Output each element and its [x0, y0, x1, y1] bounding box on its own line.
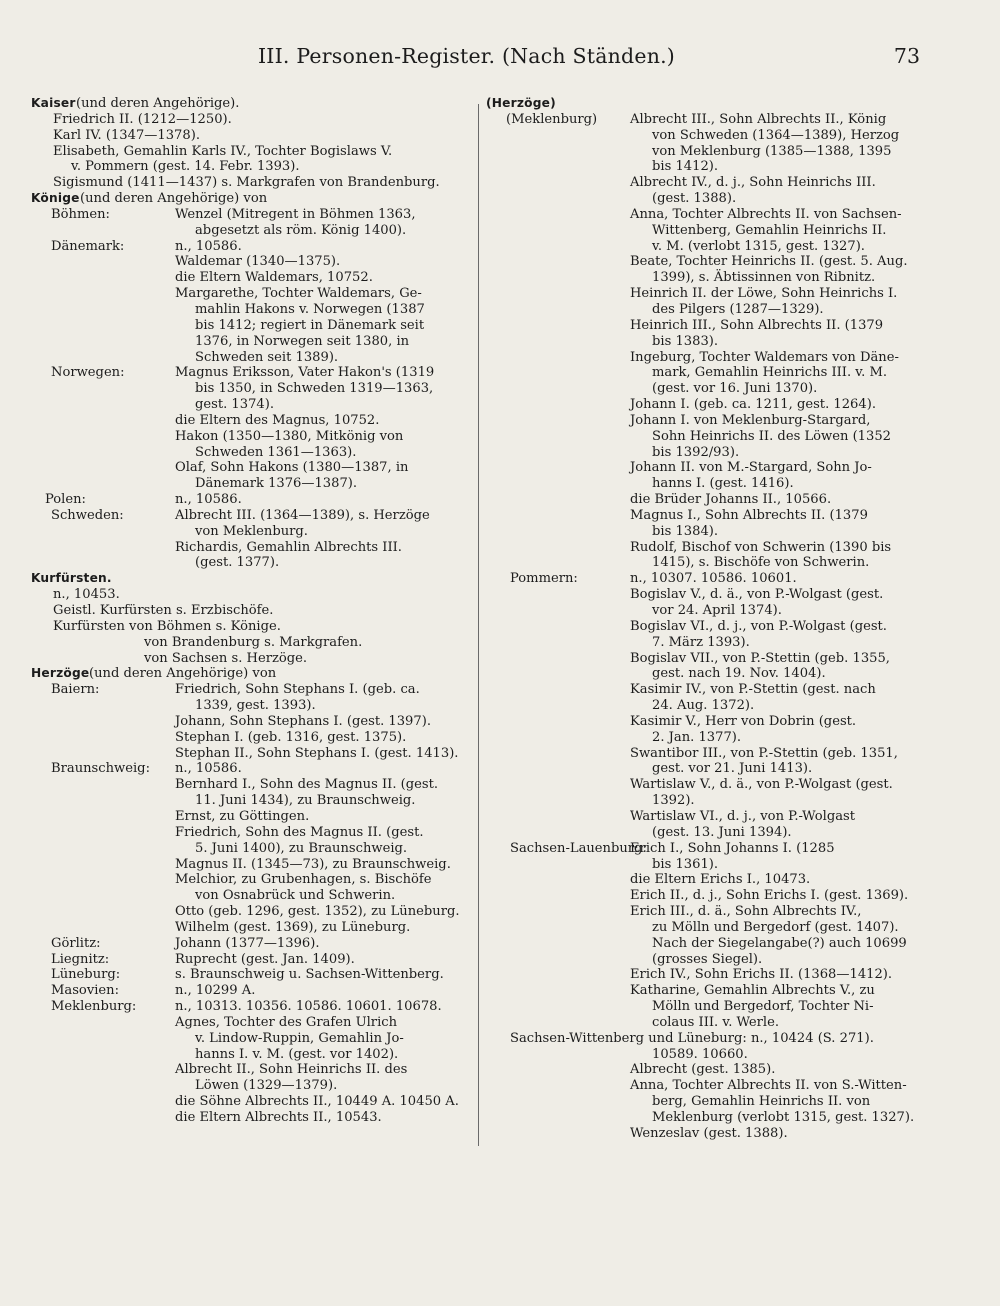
index-entry [31, 651, 471, 667]
index-entry [31, 397, 471, 413]
index-entry [31, 1015, 471, 1031]
index-entry [31, 571, 471, 587]
index-entry [31, 223, 471, 239]
entry-continuation: 2. Jan. 1377). [652, 729, 742, 745]
index-entry [486, 144, 936, 160]
index-entry [486, 524, 936, 540]
index-entry [31, 286, 471, 302]
index-entry [486, 682, 936, 698]
entry-text: Albrecht III. (1364—1389), s. Herzöge [175, 507, 430, 523]
entry-text: Waldemar (1340—1375). [175, 254, 341, 270]
index-entry [31, 381, 471, 397]
entry-continuation: (gest. 1377). [195, 555, 280, 571]
index-entry [486, 714, 936, 730]
index-entry [486, 809, 936, 825]
entry-text: Richardis, Gemahlin Albrechts III. [175, 539, 402, 555]
index-entry [31, 952, 471, 968]
index-entry [31, 682, 471, 698]
entry-continuation: bis 1361). [652, 856, 719, 872]
entry-continuation: von Meklenburg. [195, 523, 308, 539]
index-entry [31, 318, 471, 334]
index-entry [31, 967, 471, 983]
index-entry [31, 1031, 471, 1047]
index-entry [486, 730, 936, 746]
entry-text: Johann I. (geb. ca. 1211, gest. 1264). [630, 397, 876, 413]
index-entry [486, 175, 936, 191]
entry-text: die Eltern Erichs I., 10473. [630, 872, 811, 888]
entry-continuation: von Schweden (1364—1389), Herzog [652, 127, 900, 143]
entry-text: Bogislav VII., von P.-Stettin (geb. 1355, [630, 650, 890, 666]
index-entry [486, 112, 936, 128]
index-entry [31, 761, 471, 777]
entry-text: n., 10299 A. [175, 983, 256, 999]
index-entry [31, 254, 471, 270]
region-label: Polen: [45, 492, 86, 508]
entry-text: Friedrich, Sohn des Magnus II. (gest. [175, 824, 424, 840]
index-entry [31, 714, 471, 730]
index-entry [31, 746, 471, 762]
entry-continuation: 7. März 1393). [652, 634, 750, 650]
entry-text: Swantibor III., von P.-Stettin (geb. 1351, [630, 745, 898, 761]
index-entry [486, 571, 936, 587]
index-entry [31, 730, 471, 746]
index-entry [31, 270, 471, 286]
entry-text: Johann I. von Meklenburg-Stargard, [630, 412, 871, 428]
entry-text: Wenzel (Mitregent in Böhmen 1363, [175, 206, 416, 222]
entry-continuation: Löwen (1329—1379). [195, 1078, 338, 1094]
index-entry [486, 445, 936, 461]
region-label: Meklenburg: [51, 999, 137, 1015]
index-entry [31, 445, 471, 461]
index-entry [486, 318, 936, 334]
index-entry [31, 350, 471, 366]
column-divider [478, 104, 479, 1146]
index-entry [486, 270, 936, 286]
entry-continuation: (grosses Siegel). [652, 951, 763, 967]
entry-text: Melchior, zu Grubenhagen, s. Bischöfe [175, 872, 432, 888]
entry-continuation: abgesetzt als röm. König 1400). [195, 222, 407, 238]
entry-text: Sigismund (1411—1437) s. Markgrafen von Brandenburg. [53, 175, 440, 191]
entry-text: n., 10586. [175, 761, 242, 777]
entry-text: n., 10453. [53, 587, 120, 603]
index-entry [31, 809, 471, 825]
index-entry [486, 429, 936, 445]
index-entry [31, 302, 471, 318]
index-entry [31, 698, 471, 714]
index-entry [31, 793, 471, 809]
entry-text: Friedrich, Sohn Stephans I. (geb. ca. [175, 682, 420, 698]
entry-text: Wartislaw V., d. ä., von P.-Wolgast (gest. [630, 777, 893, 793]
index-entry [486, 872, 936, 888]
page-number: 73 [893, 44, 920, 68]
index-entry [486, 619, 936, 635]
index-entry [31, 492, 471, 508]
entry-continuation: von Osnabrück und Schwerin. [195, 888, 396, 904]
entry-continuation: 1376, in Norwegen seit 1380, in [195, 333, 410, 349]
index-entry [31, 872, 471, 888]
entry-text: s. Braunschweig u. Sachsen-Wittenberg. [175, 967, 444, 983]
index-entry [31, 635, 471, 651]
index-entry [31, 365, 471, 381]
entry-text: Geistl. Kurfürsten s. Erzbischöfe. [53, 603, 274, 618]
index-entry [486, 651, 936, 667]
index-entry [486, 96, 936, 112]
index-entry [31, 841, 471, 857]
entry-text: Johann, Sohn Stephans I. (gest. 1397). [175, 713, 431, 729]
index-entry [486, 397, 936, 413]
right-column [486, 96, 936, 1142]
index-entry [486, 857, 936, 873]
index-entry [486, 746, 936, 762]
entry-text: Stephan II., Sohn Stephans I. (gest. 1413). [175, 745, 459, 761]
entry-text: von Brandenburg s. Markgrafen. [144, 634, 363, 650]
entry-text: Rudolf, Bischof von Schwerin (1390 bis [630, 539, 892, 555]
entry-continuation: (gest. 13. Juni 1394). [652, 824, 792, 840]
entry-continuation: 1392). [652, 793, 695, 809]
left-column [31, 96, 471, 1126]
index-entry [486, 191, 936, 207]
index-entry [486, 365, 936, 381]
entry-continuation: bis 1384). [652, 523, 719, 539]
index-entry [486, 777, 936, 793]
entry-text: Otto (geb. 1296, gest. 1352), zu Lüneburg. [175, 904, 460, 920]
entry-text: Anna, Tochter Albrechts II. von S.-Witten- [630, 1078, 907, 1094]
index-entry [486, 1062, 936, 1078]
entry-continuation: v. M. (verlobt 1315, gest. 1327). [652, 238, 865, 254]
index-entry [31, 1078, 471, 1094]
entry-text: Ingeburg, Tochter Waldemars von Däne- [630, 349, 899, 365]
heading-note: (und deren Angehörige). [76, 96, 240, 111]
entry-text: n., 10586. [175, 492, 242, 508]
entry-text: Elisabeth, Gemahlin Karls IV., Tochter Bogislaws V. [53, 143, 393, 159]
entry-text: Albrecht II., Sohn Heinrichs II. des [175, 1062, 408, 1078]
index-entry [31, 96, 471, 112]
page-header [0, 44, 1000, 78]
entry-text: Johann (1377—1396). [175, 935, 320, 951]
index-entry [486, 334, 936, 350]
entry-text: Heinrich II. der Löwe, Sohn Heinrichs I. [630, 286, 898, 302]
entry-text: Anna, Tochter Albrechts II. von Sachsen- [630, 206, 902, 222]
entry-text: Bogislav V., d. ä., von P.-Wolgast (gest. [630, 587, 884, 603]
entry-continuation: Wittenberg, Gemahlin Heinrichs II. [652, 222, 887, 238]
entry-text: Albrecht III., Sohn Albrechts II., König [630, 111, 887, 127]
entry-text: Ernst, zu Göttingen. [175, 808, 310, 824]
entry-text: Stephan I. (geb. 1316, gest. 1375). [175, 729, 407, 745]
region-label: Masovien: [51, 983, 119, 999]
entry-continuation: bis 1412). [652, 159, 719, 175]
heading-note: (und deren Angehörige) von [80, 191, 268, 207]
region-label: Braunschweig: [51, 761, 150, 777]
index-entry [31, 239, 471, 255]
entry-text: Bogislav VI., d. j., von P.-Wolgast (gest. [630, 618, 887, 634]
entry-text: n., 10307. 10586. 10601. [630, 571, 797, 587]
index-entry [31, 1110, 471, 1126]
index-entry [486, 254, 936, 270]
index-entry [486, 302, 936, 318]
entry-continuation: 11. Juni 1434), zu Braunschweig. [195, 793, 416, 809]
index-entry [486, 888, 936, 904]
region-label: Norwegen: [51, 365, 125, 381]
index-entry [486, 936, 936, 952]
index-entry [486, 460, 936, 476]
section-heading: Herzöge [31, 666, 90, 681]
index-entry [486, 920, 936, 936]
entry-continuation: bis 1383). [652, 333, 719, 349]
index-entry [486, 983, 936, 999]
region-label: Lüneburg: [51, 967, 121, 983]
index-entry [31, 112, 471, 128]
region-label: Liegnitz: [51, 951, 110, 967]
index-entry [486, 1110, 936, 1126]
index-entry [31, 904, 471, 920]
entry-continuation: zu Mölln und Bergedorf (gest. 1407). [652, 919, 899, 935]
index-entry [31, 508, 471, 524]
entry-continuation: 1339, gest. 1393). [195, 698, 316, 714]
index-entry [31, 413, 471, 429]
entry-text: Erich II., d. j., Sohn Erichs I. (gest. 1369). [630, 888, 909, 904]
entry-text: die Eltern Waldemars, 10752. [175, 270, 373, 286]
index-entry [486, 492, 936, 508]
entry-text: Friedrich II. (1212—1250). [53, 111, 232, 127]
index-entry [31, 999, 471, 1015]
entry-continuation: 1415), s. Bischöfe von Schwerin. [652, 555, 870, 571]
entry-text: Albrecht (gest. 1385). [630, 1062, 776, 1078]
index-entry [486, 761, 936, 777]
entry-text: Kasimir IV., von P.-Stettin (gest. nach [630, 682, 876, 698]
entry-continuation: Meklenburg (verlobt 1315, gest. 1327). [652, 1110, 915, 1125]
entry-continuation: hanns I. v. M. (gest. vor 1402). [195, 1046, 399, 1062]
entry-text: von Sachsen s. Herzöge. [144, 650, 308, 666]
entry-continuation: Dänemark 1376—1387). [195, 476, 358, 492]
entry-continuation: bis 1412; regiert in Dänemark seit [195, 317, 425, 333]
entry-text: Erich I., Sohn Johanns I. (1285 [630, 840, 835, 856]
region-label: Schweden: [51, 507, 124, 523]
entry-continuation: gest. vor 21. Juni 1413). [652, 761, 813, 777]
index-entry [31, 334, 471, 350]
entry-continuation: gest. 1374). [195, 397, 275, 413]
index-entry [486, 825, 936, 841]
entry-text: die Söhne Albrechts II., 10449 A. 10450 A. [175, 1094, 459, 1110]
index-entry [486, 793, 936, 809]
entry-continuation: Nach der Siegelangabe(?) auch 10699 [652, 935, 907, 951]
region-label: Dänemark: [51, 238, 125, 254]
entry-text: Karl IV. (1347—1378). [53, 127, 200, 143]
index-entry [31, 540, 471, 556]
entry-continuation: Schweden seit 1389). [195, 349, 339, 365]
entry-text: Wartislaw VI., d. j., von P.-Wolgast [630, 808, 855, 824]
index-entry [486, 381, 936, 397]
entry-text: Hakon (1350—1380, Mitkönig von [175, 428, 404, 444]
entry-text: die Eltern des Magnus, 10752. [175, 412, 380, 428]
entry-text: n., 10586. [175, 238, 242, 254]
index-entry [486, 841, 936, 857]
entry-text: Sachsen-Wittenberg und Lüneburg: n., 10424 (S. 271). [510, 1030, 874, 1046]
entry-continuation: v. Lindow-Ruppin, Gemahlin Jo- [195, 1030, 404, 1046]
index-entry [486, 350, 936, 366]
index-entry [486, 635, 936, 651]
entry-text: Ruprecht (gest. Jan. 1409). [175, 951, 355, 967]
index-entry [486, 1031, 936, 1047]
region-label: Görlitz: [51, 935, 101, 951]
index-entry [31, 983, 471, 999]
entry-text: Kasimir V., Herr von Dobrin (gest. [630, 713, 857, 729]
index-entry [31, 555, 471, 571]
index-entry [486, 476, 936, 492]
entry-text: Bernhard I., Sohn des Magnus II. (gest. [175, 777, 439, 793]
entry-continuation: hanns I. (gest. 1416). [652, 476, 794, 492]
region-label: Sachsen-Lauenburg: [510, 840, 647, 856]
section-heading: (Herzöge) [486, 96, 556, 110]
entry-continuation: berg, Gemahlin Heinrichs II. von [652, 1094, 871, 1110]
section-heading: Kurfürsten. [31, 571, 112, 586]
index-entry [486, 413, 936, 429]
entry-continuation: Mölln und Bergedorf, Tochter Ni- [652, 999, 874, 1015]
index-entry [486, 1078, 936, 1094]
index-entry [486, 999, 936, 1015]
index-entry [31, 587, 471, 603]
index-entry [486, 540, 936, 556]
entry-continuation: 5. Juni 1400), zu Braunschweig. [195, 840, 408, 856]
index-entry [486, 207, 936, 223]
index-entry [31, 666, 471, 682]
entry-continuation: gest. nach 19. Nov. 1404). [652, 666, 826, 682]
entry-continuation: 1399), s. Äbtissinnen von Ribnitz. [652, 270, 876, 286]
entry-text: die Eltern Albrechts II., 10543. [175, 1110, 382, 1125]
index-entry [31, 175, 471, 191]
index-entry [31, 524, 471, 540]
index-entry [486, 286, 936, 302]
index-entry [31, 603, 471, 619]
index-entry [31, 857, 471, 873]
entry-text: Erich III., d. ä., Sohn Albrechts IV., [630, 904, 862, 920]
entry-continuation: (gest. vor 16. Juni 1370). [652, 381, 818, 397]
section-heading: Kaiser [31, 96, 76, 110]
entry-continuation: bis 1350, in Schweden 1319—1363, [195, 381, 434, 397]
section-heading: Könige [31, 191, 80, 206]
entry-text: Johann II. von M.-Stargard, Sohn Jo- [630, 460, 872, 476]
index-entry [31, 159, 471, 175]
index-entry [486, 1094, 936, 1110]
index-entry [31, 207, 471, 223]
entry-text: Olaf, Sohn Hakons (1380—1387, in [175, 460, 409, 476]
index-entry [31, 1094, 471, 1110]
index-entry [486, 952, 936, 968]
entry-continuation: (gest. 1388). [652, 191, 737, 207]
entry-continuation: von Meklenburg (1385—1388, 1395 [652, 143, 892, 159]
index-entry [31, 888, 471, 904]
index-entry [486, 128, 936, 144]
region-label: Böhmen: [51, 206, 110, 222]
index-entry [31, 920, 471, 936]
index-entry [486, 1015, 936, 1031]
entry-text: Magnus I., Sohn Albrechts II. (1379 [630, 507, 868, 523]
heading-note: (und deren Angehörige) von [89, 666, 277, 682]
index-entry [486, 555, 936, 571]
index-entry [31, 460, 471, 476]
entry-continuation: Sohn Heinrichs II. des Löwen (1352 [652, 428, 892, 444]
index-entry [486, 223, 936, 239]
index-entry [31, 476, 471, 492]
index-entry [486, 603, 936, 619]
index-entry [486, 1126, 936, 1142]
index-entry [486, 666, 936, 682]
region-label: (Meklenburg) [506, 111, 598, 127]
entry-text: Katharine, Gemahlin Albrechts V., zu [630, 983, 875, 999]
entry-text: Wenzeslav (gest. 1388). [630, 1125, 788, 1141]
index-entry [486, 1047, 936, 1063]
index-entry [31, 429, 471, 445]
entry-text: Albrecht IV., d. j., Sohn Heinrichs III. [630, 175, 876, 191]
entry-continuation: Schweden 1361—1363). [195, 444, 357, 460]
entry-continuation: 24. Aug. 1372). [652, 698, 755, 714]
entry-text: Magnus Eriksson, Vater Hakon's (1319 [175, 365, 435, 381]
entry-text: Magnus II. (1345—73), zu Braunschweig. [175, 856, 451, 872]
index-entry [31, 619, 471, 635]
entry-continuation: bis 1392/93). [652, 444, 740, 460]
entry-continuation: vor 24. April 1374). [652, 603, 782, 618]
entry-text: Wilhelm (gest. 1369), zu Lüneburg. [175, 919, 411, 935]
entry-text: Margarethe, Tochter Waldemars, Ge- [175, 286, 422, 302]
index-entry [486, 587, 936, 603]
entry-continuation: mark, Gemahlin Heinrichs III. v. M. [652, 365, 888, 381]
index-entry [486, 239, 936, 255]
index-entry [486, 698, 936, 714]
entry-text: Agnes, Tochter des Grafen Ulrich [175, 1014, 398, 1030]
index-entry [31, 777, 471, 793]
page-title: III. Personen-Register. (Nach Ständen.) [258, 44, 676, 68]
index-entry [486, 904, 936, 920]
index-entry [31, 144, 471, 160]
entry-continuation: 10589. 10660. [652, 1046, 748, 1062]
entry-text: v. Pommern (gest. 14. Febr. 1393). [71, 159, 300, 175]
entry-text: Erich IV., Sohn Erichs II. (1368—1412). [630, 967, 893, 983]
index-entry [31, 128, 471, 144]
index-entry [31, 936, 471, 952]
index-entry [31, 191, 471, 207]
entry-continuation: mahlin Hakons v. Norwegen (1387 [195, 301, 425, 317]
index-entry [486, 508, 936, 524]
entry-text: n., 10313. 10356. 10586. 10601. 10678. [175, 999, 442, 1015]
region-label: Baiern: [51, 682, 100, 698]
index-entry [486, 159, 936, 175]
entry-text: Beate, Tochter Heinrichs II. (gest. 5. Aug. [630, 254, 908, 270]
entry-text: Heinrich III., Sohn Albrechts II. (1379 [630, 317, 884, 333]
index-entry [486, 967, 936, 983]
entry-continuation: colaus III. v. Werle. [652, 1014, 780, 1030]
entry-text: Kurfürsten von Böhmen s. Könige. [53, 618, 281, 634]
entry-text: die Brüder Johanns II., 10566. [630, 492, 832, 508]
region-label: Pommern: [510, 571, 578, 587]
index-entry [31, 1062, 471, 1078]
entry-continuation: des Pilgers (1287—1329). [652, 301, 824, 317]
index-entry [31, 1047, 471, 1063]
index-entry [31, 825, 471, 841]
